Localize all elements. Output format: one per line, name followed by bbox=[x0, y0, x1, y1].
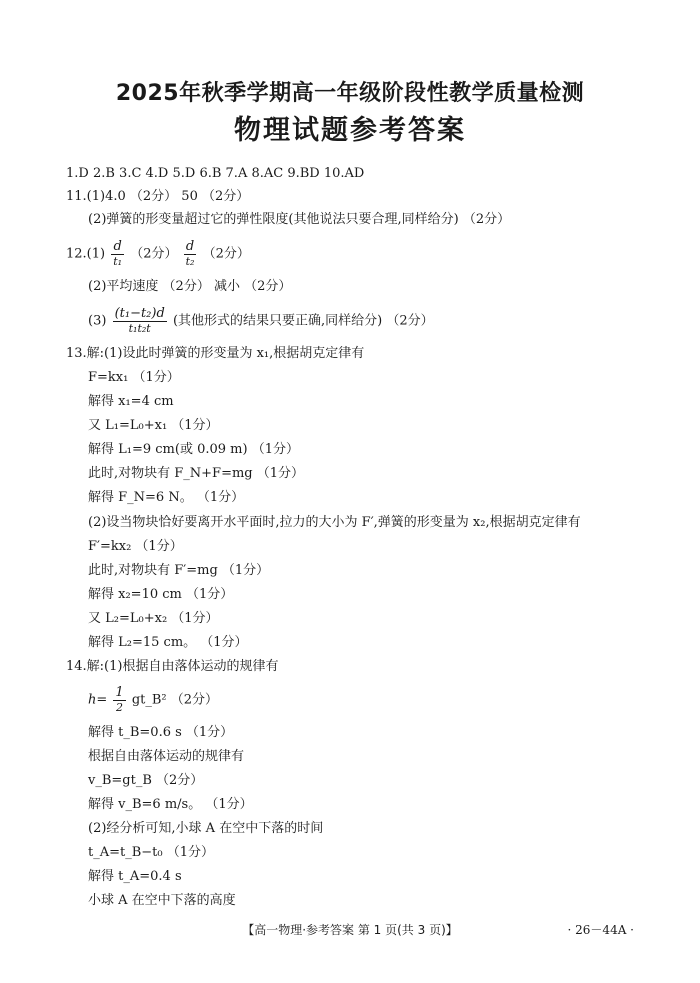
q13-line: 13.解:(1)设此时弹簧的形变量为 x₁,根据胡克定律有 bbox=[66, 346, 365, 361]
q12-points-1: （2分） bbox=[130, 246, 178, 262]
q14-line: 解得 t_B=0.6 s （1分） bbox=[88, 725, 234, 740]
q12-f2-denominator: t₂ bbox=[185, 255, 195, 268]
q11-part1: 11.(1)4.0 （2分） 50 （2分） bbox=[66, 189, 250, 204]
q14-h-equation bbox=[88, 686, 218, 714]
q13-line: 此时,对物块有 F′=mg （1分） bbox=[88, 563, 270, 578]
q13-line: F=kx₁ （1分） bbox=[88, 370, 180, 385]
q14-h-denominator: 2 bbox=[113, 700, 125, 714]
q12-f3-denominator: t₁t₂t bbox=[113, 321, 167, 335]
mc-answers: 1.D 2.B 3.C 4.D 5.D 6.B 7.A 8.AC 9.BD 10.AD bbox=[66, 166, 365, 181]
q13-line: 又 L₂=L₀+x₂ （1分） bbox=[88, 611, 219, 626]
q12-3-prefix: (3) bbox=[88, 313, 107, 329]
q14-line: v_B=gt_B （2分） bbox=[88, 773, 204, 788]
q14-line: 根据自由落体运动的规律有 bbox=[88, 749, 245, 764]
q11-part2: (2)弹簧的形变量超过它的弹性限度(其他说法只要合理,同样给分) （2分） bbox=[88, 212, 511, 227]
q13-line: 又 L₁=L₀+x₁ （1分） bbox=[88, 418, 219, 433]
q12-part2: (2)平均速度 （2分） 减小 （2分） bbox=[88, 279, 292, 294]
q12-points-2: （2分） bbox=[202, 246, 250, 262]
q14-h-numerator: 1 bbox=[115, 685, 124, 700]
q12-part1 bbox=[66, 240, 250, 268]
q13-line: 解得 x₁=4 cm bbox=[88, 394, 174, 409]
q12-prefix: 12.(1) bbox=[66, 246, 106, 262]
q12-f1-numerator: d bbox=[113, 239, 122, 254]
q14-line: 小球 A 在空中下落的高度 bbox=[88, 893, 236, 908]
q14-head: 14.解:(1)根据自由落体运动的规律有 bbox=[66, 659, 279, 674]
q14-h-fraction bbox=[113, 686, 125, 714]
q13-line: (2)设当物块恰好要离开水平面时,拉力的大小为 F′,弹簧的形变量为 x₂,根据胡克定律有 bbox=[88, 515, 581, 530]
q12-3-suffix: (其他形式的结果只要正确,同样给分) （2分） bbox=[172, 313, 434, 329]
q13-line: F′=kx₂ （1分） bbox=[88, 539, 183, 554]
q13-line: 解得 L₂=15 cm。 （1分） bbox=[88, 635, 248, 650]
q12-fraction-3 bbox=[113, 307, 167, 335]
q12-fraction-1 bbox=[111, 240, 124, 268]
q14-line: 解得 t_A=0.4 s bbox=[88, 869, 182, 884]
q12-f3-numerator: (t₁−t₂)d bbox=[114, 306, 165, 321]
q12-fraction-2 bbox=[184, 240, 197, 268]
q13-line: 解得 x₂=10 cm （1分） bbox=[88, 587, 234, 602]
q14-line: t_A=t_B−t₀ （1分） bbox=[88, 845, 215, 860]
q12-f1-denominator: t₁ bbox=[113, 255, 123, 268]
q14-line: (2)经分析可知,小球 A 在空中下落的时间 bbox=[88, 821, 324, 836]
q12-f2-numerator: d bbox=[185, 239, 195, 254]
q14-h-suffix: gt_B² （2分） bbox=[131, 692, 219, 708]
document-code: · 26－44A · bbox=[567, 923, 634, 937]
q13-line: 此时,对物块有 F_N+F=mg （1分） bbox=[88, 466, 305, 481]
q14-h-prefix: h= bbox=[88, 692, 108, 708]
q13-line: 解得 F_N=6 N。 （1分） bbox=[88, 490, 245, 505]
q12-part3 bbox=[88, 307, 434, 335]
q13-line: 解得 L₁=9 cm(或 0.09 m) （1分） bbox=[88, 442, 299, 457]
q14-line: 解得 v_B=6 m/s。 （1分） bbox=[88, 797, 253, 812]
page-subtitle: 物理试题参考答案 bbox=[234, 115, 466, 146]
page-footer: 【高一物理·参考答案 第 1 页(共 3 页)】 bbox=[242, 923, 458, 937]
page-title: 2025年秋季学期高一年级阶段性教学质量检测 bbox=[115, 81, 585, 106]
